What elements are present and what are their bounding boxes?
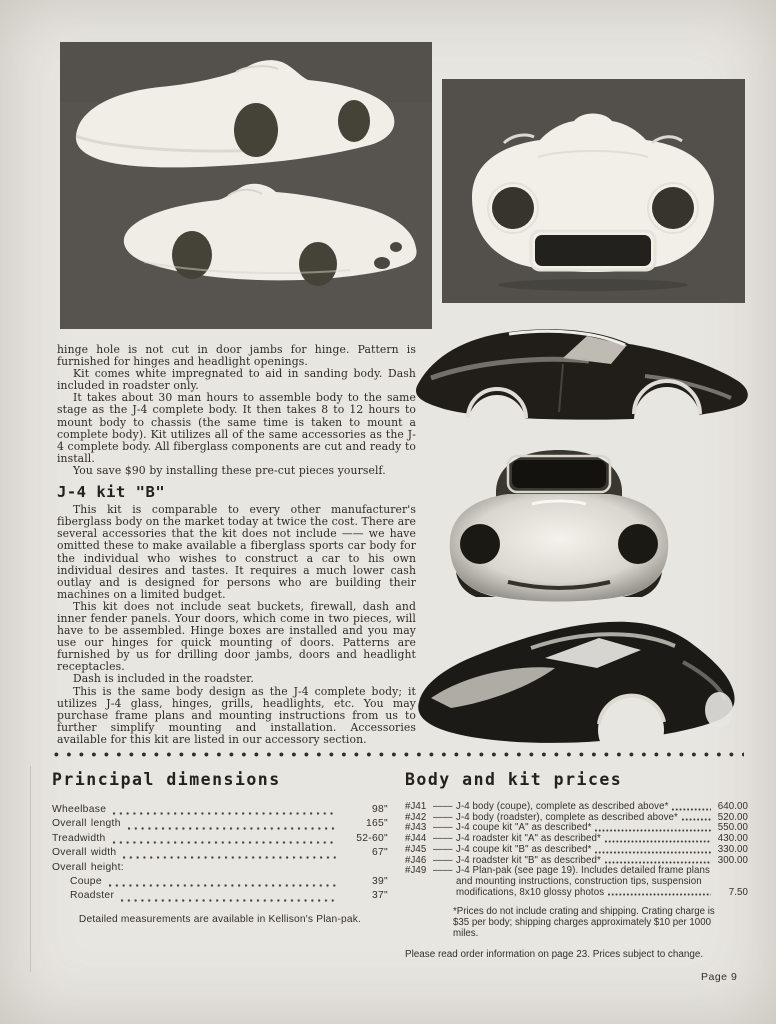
dim-value: 37" xyxy=(371,890,388,902)
order-note: Please read order information on page 23. Prices subject to change. xyxy=(405,948,704,960)
left-text-column xyxy=(57,344,416,746)
photo-white-body-shells xyxy=(60,42,432,329)
price-value: 520.00 xyxy=(717,811,748,823)
price-value: 7.50 xyxy=(728,886,748,898)
dash: —— xyxy=(433,843,453,855)
price-desc: J-4 body (coupe), complete as described above* xyxy=(456,801,669,812)
dim-label: Overall height: xyxy=(52,861,124,873)
body-shells-illustration xyxy=(60,42,432,329)
principal-dimensions-heading: Principal dimensions xyxy=(52,770,281,789)
front-view-illustration xyxy=(436,444,682,606)
paragraph: This kit is comparable to every other manufacturer's fiberglass body on the market today at twice the cost. There are several accessories that the kit does not include —— we have omitted these to make available a fiberglass sports car body for the individual who wishes to construct a car to his own individual desires and tastes. It requires a much lower cash outlay and is designed for persons who are building their machines on a limited budget. xyxy=(57,503,416,601)
dot-leader xyxy=(608,893,711,896)
kit-b-paragraphs xyxy=(57,504,416,746)
prices-footnote: *Prices do not include crating and shipping. Crating charge is $35 per body; shipping charges approximately $10 per 1000 miles. xyxy=(453,906,715,939)
side-view-illustration xyxy=(413,320,753,435)
price-value: 330.00 xyxy=(717,843,748,855)
dot-leader xyxy=(595,829,711,832)
paragraph: You save $90 by installing these pre-cut pieces yourself. xyxy=(73,463,386,477)
dim-value: 98" xyxy=(371,804,388,815)
dim-value: 39" xyxy=(371,875,388,887)
front-end-illustration xyxy=(442,79,745,303)
dim-label: Coupe xyxy=(70,875,102,887)
dot-leader xyxy=(123,856,337,859)
price-value: 550.00 xyxy=(717,822,748,834)
dim-value: 67" xyxy=(371,847,388,859)
price-desc: J-4 coupe kit "B" as described* xyxy=(456,843,592,855)
dim-row xyxy=(52,890,388,904)
photo-dark-three-quarter-view xyxy=(413,606,745,754)
dash: —— xyxy=(433,811,453,823)
price-code: #J49 xyxy=(405,865,427,877)
dim-row xyxy=(52,818,388,832)
paragraph: This kit does not include seat buckets, firewall, dash and inner fender panels. Your doors, which come in two pieces, will have to be assembled. Hinge boxes are installed and you may use our hinges for quick mounting of doors. Patterns are furnished by us for drilling door jambs, doors and headlight receptacles. xyxy=(57,599,416,674)
dot-leader xyxy=(109,884,337,887)
paragraph: hinge hole is not cut in door jambs for hinge. Pattern is furnished for hinges and headlight openings. xyxy=(57,343,416,369)
dim-label: Overall length xyxy=(52,818,121,830)
price-row xyxy=(405,845,748,856)
dimensions-table xyxy=(52,804,388,905)
body-kit-prices-heading: Body and kit prices xyxy=(405,770,623,789)
price-code: #J45 xyxy=(405,843,427,855)
dimensions-note: Detailed measurements are available in Kellison's Plan-pak. xyxy=(78,913,362,925)
dim-value: 52-60" xyxy=(356,832,388,844)
photo-dark-front-view xyxy=(436,444,682,606)
dash: —— xyxy=(433,854,453,866)
price-value: 300.00 xyxy=(717,854,748,866)
dim-row xyxy=(52,804,388,818)
paragraph: It takes about 30 man hours to assemble body to the same stage as the J-4 complete body. It then takes 8 to 12 hours to mount body to chassis (the same time is taken to mount a complete body). Kit utilizes all of the same accessories as the J-4 complete body. All fiberglass components are cut and ready to install. xyxy=(57,391,416,465)
paragraph: Kit comes white impregnated to aid in sanding body. Dash included in roadster only. xyxy=(57,367,416,393)
dim-label: Wheelbase xyxy=(52,804,107,815)
price-value: 640.00 xyxy=(717,801,748,812)
price-desc: J-4 body (roadster), complete as described above* xyxy=(456,811,678,823)
price-code: #J43 xyxy=(405,822,427,834)
price-list xyxy=(405,802,748,898)
dim-value: 165" xyxy=(365,818,388,830)
price-value: 430.00 xyxy=(717,833,748,845)
page-number: Page 9 xyxy=(701,971,738,983)
dot-leader xyxy=(682,818,711,821)
dot-leader xyxy=(605,861,711,864)
price-desc: J-4 roadster kit "B" as described* xyxy=(456,854,601,866)
dim-row xyxy=(52,833,388,847)
price-desc: J-4 coupe kit "A" as described* xyxy=(456,822,592,834)
dim-label: Treadwidth xyxy=(52,832,106,844)
price-row xyxy=(405,866,748,898)
price-desc: modifications, 8x10 glossy photos xyxy=(456,886,605,898)
price-desc: J-4 Plan-pak (see page 19). Includes detailed frame plans xyxy=(456,865,710,877)
three-quarter-illustration xyxy=(413,606,745,754)
dot-leader xyxy=(595,851,711,854)
dash: —— xyxy=(433,801,453,812)
price-desc: J-4 roadster kit "A" as described* xyxy=(456,833,601,845)
paragraph: This is the same body design as the J-4 complete body; it utilizes J-4 glass, hinges, grills, headlights, etc. You may purchase frame plans and mounting instructions from us to further simplify mounting and installation. Accessories available for this kit are listed in our accessory section. xyxy=(57,684,416,746)
scan-crease-line xyxy=(30,766,31,972)
dim-row xyxy=(52,847,388,861)
principal-dimensions-section xyxy=(52,770,388,925)
dim-row xyxy=(52,876,388,890)
photo-dark-side-view xyxy=(413,320,753,435)
dotted-divider xyxy=(54,752,744,757)
dot-leader xyxy=(672,808,711,811)
price-code: #J44 xyxy=(405,833,427,845)
dim-label: Roadster xyxy=(70,890,115,902)
price-code: #J42 xyxy=(405,811,427,823)
price-desc: and mounting instructions, construction tips, suspension xyxy=(456,875,702,887)
price-code: #J41 xyxy=(405,801,427,812)
dot-leader xyxy=(605,840,711,843)
dim-label: Overall width xyxy=(52,847,117,859)
paragraph: Dash is included in the roadster. xyxy=(73,672,254,686)
dim-row xyxy=(52,862,388,876)
dot-leader xyxy=(113,841,337,844)
dot-leader xyxy=(113,812,337,815)
dash: —— xyxy=(433,833,453,845)
photo-white-front-end xyxy=(442,79,745,303)
dash: —— xyxy=(433,865,453,877)
kit-b-heading: J-4 kit "B" xyxy=(57,483,166,502)
dot-leader xyxy=(128,827,337,830)
dash: —— xyxy=(433,822,453,834)
intro-paragraphs xyxy=(57,344,416,477)
prices-section xyxy=(405,770,748,960)
price-code: #J46 xyxy=(405,854,427,866)
dot-leader xyxy=(121,899,337,902)
